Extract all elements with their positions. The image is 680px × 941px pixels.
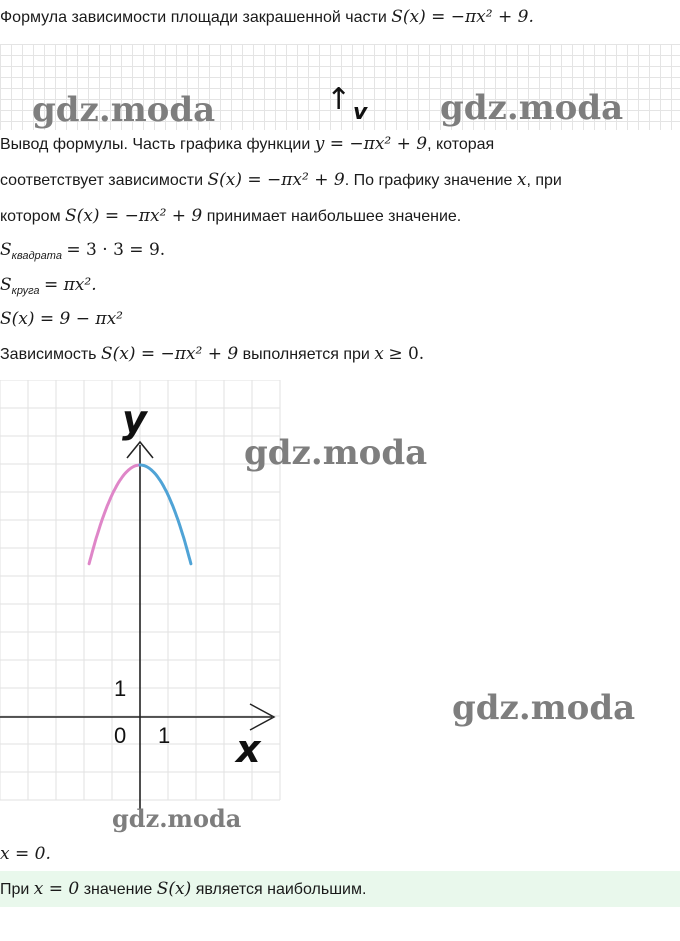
intro-text: Формула зависимости площади закрашенной части [0, 9, 392, 26]
intro-line [0, 5, 534, 30]
condition-text: выполняется при [238, 346, 375, 363]
condition-formula: S(x) = −πx² + 9 [100, 344, 239, 364]
conclusion-x-line [0, 842, 51, 867]
watermark: gdz.moda [452, 688, 636, 728]
watermark: gdz.moda [32, 90, 216, 130]
watermark: gdz.moda [112, 804, 242, 833]
x-tick-1: 1 [158, 723, 171, 748]
result-text: является наибольшим. [191, 881, 367, 898]
x-axis-label: x [236, 727, 261, 771]
derivation-text: Вывод формулы. Часть графика функции [0, 136, 315, 153]
circle-subscript: круга [11, 285, 40, 297]
square-area-formula [0, 238, 165, 263]
square-subscript: квадрата [11, 250, 62, 262]
derivation-text: , при [526, 172, 562, 189]
up-arrow-icon: ↑ [326, 82, 352, 117]
origin-label: 0 [114, 723, 127, 748]
parabola-right-branch [140, 465, 191, 564]
variable-x: x [516, 170, 527, 190]
derivation-text: , которая [427, 136, 495, 153]
variable-x: x [374, 344, 384, 364]
circle-rhs: = πx². [43, 275, 97, 295]
result-text: значение [79, 881, 157, 898]
derivation-line-1 [0, 132, 494, 157]
area-symbol: S [0, 240, 12, 260]
derivation-line-3 [0, 204, 461, 229]
derivation-text: . По графику значение [344, 172, 517, 189]
derivation-text: соответствует зависимости [0, 172, 208, 189]
dependency-formula: S(x) = −πx² + 9 [207, 170, 345, 190]
function-formula: y = −πx² + 9 [314, 134, 428, 154]
y-tick-1: 1 [114, 676, 127, 701]
dependency-formula: S(x) = −πx² + 9 [65, 206, 203, 226]
intro-formula: S(x) = −πx² + 9. [391, 7, 534, 27]
y-axis-label: y [122, 397, 147, 441]
square-rhs: = 3 · 3 = 9. [66, 240, 166, 260]
watermark: gdz.moda [244, 433, 428, 473]
result-formula: x = 0 [33, 879, 80, 899]
graph-axes [0, 442, 274, 810]
result-line [0, 877, 366, 902]
condition-relation: ≥ 0. [388, 344, 425, 364]
circle-area-formula [0, 273, 97, 298]
condition-text: Зависимость [0, 346, 101, 363]
result-function: S(x) [156, 879, 192, 899]
result-text: При [0, 881, 34, 898]
derivation-line-2 [0, 168, 562, 193]
derivation-text: котором [0, 208, 66, 225]
arrow-letter: v [353, 100, 368, 125]
s-of-x-text: S(x) = 9 − πx² [0, 309, 123, 329]
result-box [0, 871, 680, 907]
conclusion-x: x = 0. [0, 844, 51, 864]
s-of-x-formula [0, 307, 123, 332]
watermark: gdz.moda [440, 88, 624, 128]
parabola-left-branch [89, 465, 140, 564]
condition-line [0, 342, 424, 367]
derivation-text: принимает наибольшее значение. [202, 208, 462, 225]
area-symbol: S [0, 275, 12, 295]
